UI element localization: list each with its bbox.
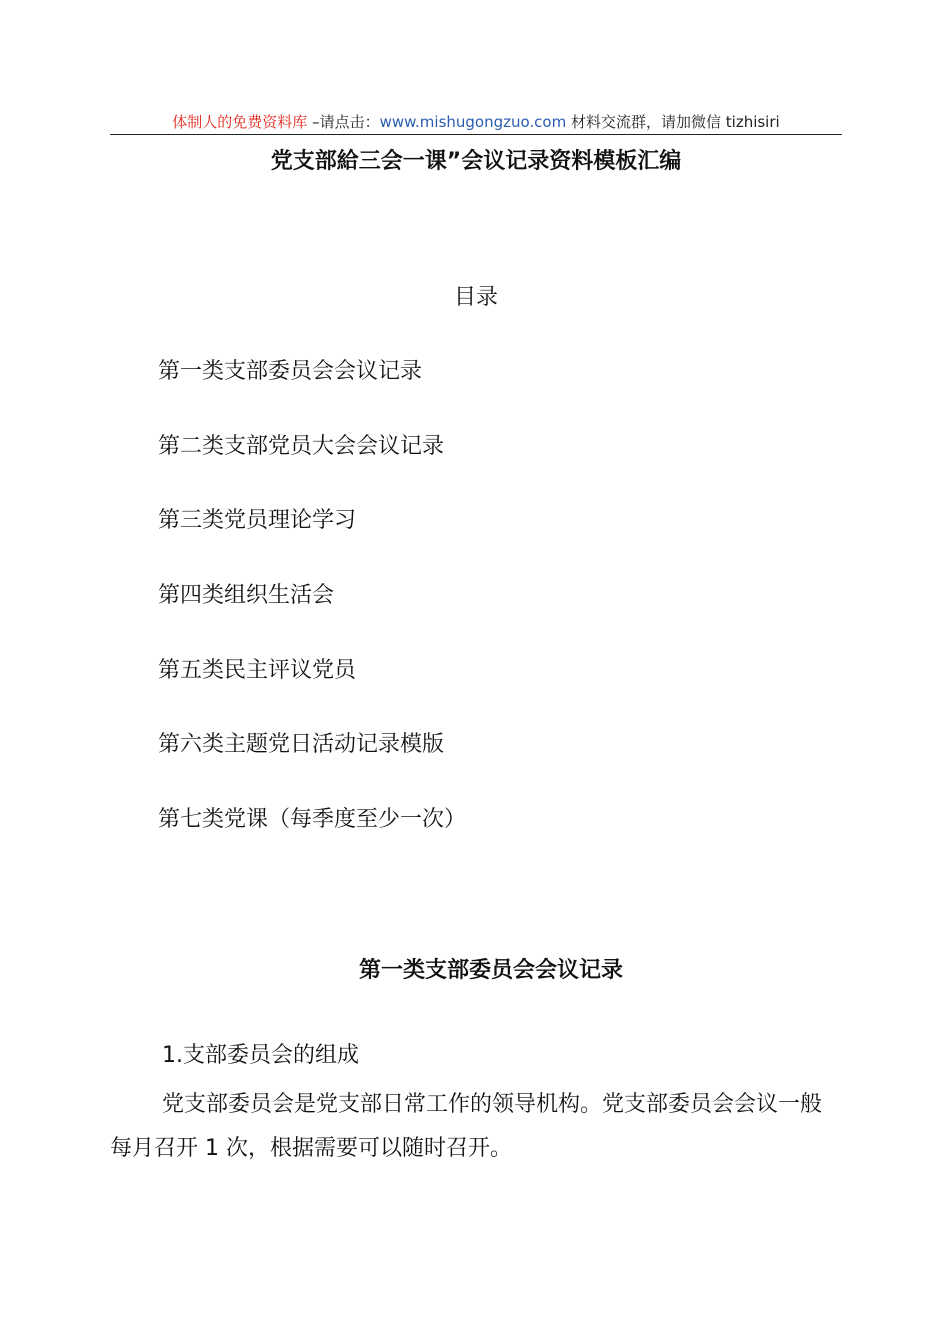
toc-item: 第一类支部委员会会议记录 [158, 359, 423, 384]
toc-item: 第三类党员理论学习 [158, 508, 357, 534]
body-paragraph: 党支部委员会是党支部日常工作的领导机构。党支部委员会会议一般每月召开 1 次，根据需要可以随时召开。 [110, 1092, 823, 1161]
section-title: 第一类支部委员会会议记录 [358, 958, 623, 983]
page-header [110, 112, 842, 132]
toc-item: 第七类党课（每季度至少一次） [158, 807, 467, 833]
table-of-contents [158, 356, 466, 879]
toc-item: 第二类支部党员大会会议记录 [158, 433, 445, 459]
toc-item: 第五类民主评议党员 [158, 657, 357, 683]
header-contact-text: 材料交流群，请加微信 tizhisiri [566, 113, 780, 131]
section-sub-heading: 1.支部委员会的组成 [162, 1043, 359, 1068]
header-divider [110, 134, 842, 135]
header-website-link[interactable]: www.mishugongzuo.com [379, 113, 567, 131]
toc-item: 第四类组织生活会 [158, 583, 335, 609]
toc-item: 第六类主题党日活动记录模版 [158, 732, 445, 758]
toc-heading: 目录 [453, 285, 498, 310]
header-separator: –请点击： [307, 113, 380, 131]
header-brand-text: 体制人的免费资料库 [172, 113, 308, 131]
document-title: 党支部給三会一课”会议记录资料模板汇编 [270, 149, 682, 174]
